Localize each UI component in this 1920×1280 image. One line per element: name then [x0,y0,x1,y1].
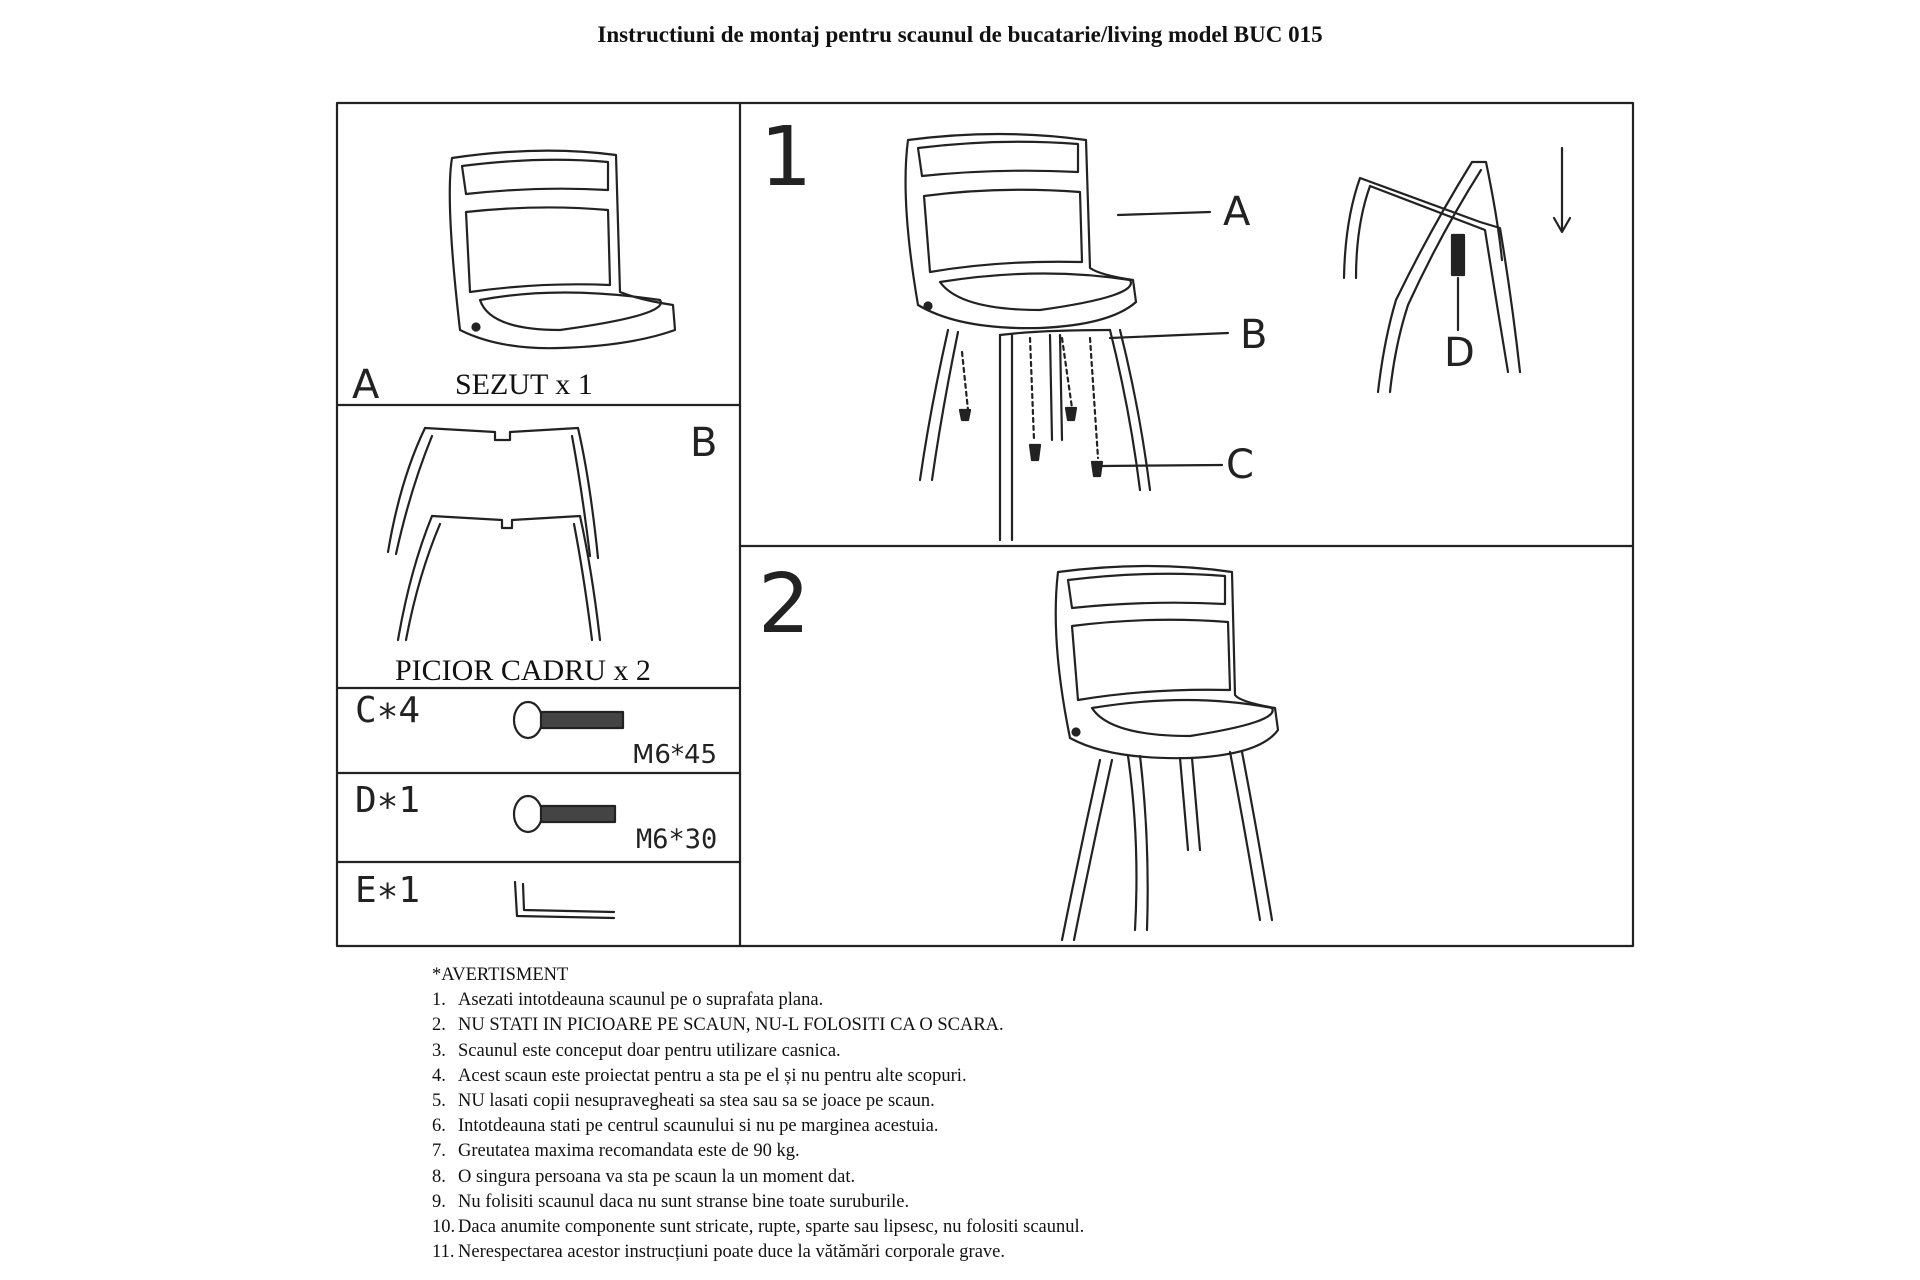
part-c-code: C∗4 [355,690,421,731]
step-1-number: 1 [760,110,813,205]
warning-item: 7. Greutatea maxima recomandata este de 90 kg. [432,1141,800,1162]
part-a-letter: A [352,362,380,408]
step2-chair-drawing [1056,566,1278,940]
step1-callout-d: D [1444,330,1475,376]
frame-leg-part-drawing [388,428,600,640]
step1-callout-c: C [1226,442,1254,488]
bolt-d-drawing [514,796,615,832]
warning-list [432,988,1084,1265]
warning-item: 11. Nerespectarea acestor instrucțiuni poate duce la vătămări corporale grave. [432,1242,1006,1263]
step1-callout-a: A [1223,189,1251,235]
part-d-code: D∗1 [355,780,421,821]
warning-item: 5. NU lasati copii nesupravegheati sa stea sau sa se joace pe scaun. [432,1091,935,1112]
warning-item: 4. Acest scaun este proiectat pentru a sta pe el și nu pentru alte scopuri. [432,1065,967,1086]
part-b-label: PICIOR CADRU x 2 [395,654,651,687]
step1-chair-drawing [906,134,1228,540]
warning-item: 8. O singura persoana va sta pe scaun la un moment dat. [432,1166,856,1187]
part-a-label: SEZUT x 1 [455,368,593,401]
part-d-size: M6*30 [636,824,718,855]
part-b-letter: B [690,420,718,466]
warning-heading: *AVERTISMENT [432,965,569,985]
warning-section [432,963,1084,1265]
part-e-code: E∗1 [355,870,421,911]
warning-item: 10. Daca anumite componente sunt stricate, rupte, sparte sau lipsesc, nu folositi scaunul. [432,1217,1085,1238]
part-c-size: M6*45 [632,740,718,770]
bolt-c-drawing [514,702,623,738]
warning-item: 2. NU STATI IN PICIOARE PE SCAUN, NU-L FOLOSITI CA O SCARA. [432,1015,1004,1036]
step-2-number: 2 [758,557,811,652]
warning-item: 6. Intotdeauna stati pe centrul scaunului si nu pe marginea acestuia. [432,1116,939,1137]
document-title: Instructiuni de montaj pentru scaunul de bucatarie/living model BUC 015 [597,22,1323,47]
warning-item: 1. Asezati intotdeauna scaunul pe o suprafata plana. [432,990,824,1011]
warning-item: 9. Nu folisiti scaunul daca nu sunt stranse bine toate suruburile. [432,1191,910,1212]
seat-part-drawing [450,151,675,349]
allen-key-e-drawing [515,882,614,918]
step1-callout-b: B [1240,312,1268,358]
diagram-frame [337,103,1633,946]
warning-item: 3. Scaunul este conceput doar pentru utilizare casnica. [432,1040,841,1061]
